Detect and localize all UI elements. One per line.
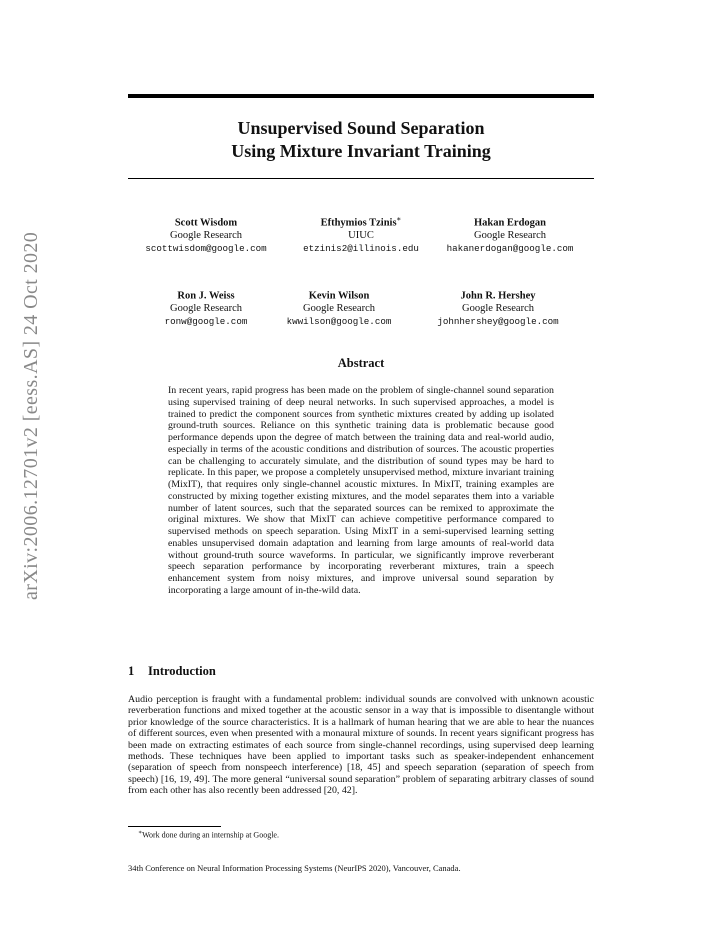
title-bottom-rule bbox=[128, 178, 594, 179]
author-name: Efthymios Tzinis∗ bbox=[320, 215, 402, 229]
title-top-rule bbox=[128, 94, 594, 98]
arxiv-identifier: arXiv:2006.12701v2 [eess.AS] 24 Oct 2020 bbox=[20, 231, 42, 600]
author-name: Kevin Wilson bbox=[308, 290, 370, 302]
author-name: Scott Wisdom bbox=[174, 217, 238, 229]
footnote-mark: ∗ bbox=[138, 830, 143, 836]
author-affiliation: UIUC bbox=[348, 230, 374, 241]
introduction-text: Audio perception is fraught with a fundamental problem: individual sounds are convolved with unknown acoustic reverberation functions and mixed together at the acoustic sensor in a way that is impossible to disentangle without prior knowledge of the source characteristics. It is a hallmark of human hearing that we are able to hear the nuances of different sources, even when presented with a monaural mixture of sounds. In recent years significant progress has been made on extracting estimates of each source from single-channel recordings, using supervised deep learning methods. These techniques have been applied to important tasks such as speaker-independent enhancement (separation of speech from nonspeech interference) [18, 45] and speech separation (separation of speech from speech) [16, 19, 49]. The more general “universal sound separation” problem of separating arbitrary classes of sound from each other has also recently been addressed [20, 42]. bbox=[128, 694, 594, 797]
paper-title bbox=[128, 117, 594, 163]
section-title: Introduction bbox=[148, 664, 216, 678]
abstract-heading: Abstract bbox=[337, 356, 385, 370]
author-email: etzinis2@illinois.edu bbox=[303, 242, 419, 254]
author-email: kwwilson@google.com bbox=[286, 315, 392, 327]
section-number: 1 bbox=[128, 664, 135, 678]
author-affiliation: Google Research bbox=[473, 230, 546, 241]
author-name: Ron J. Weiss bbox=[177, 290, 235, 302]
footnote-rule bbox=[128, 826, 221, 827]
author-affiliation: Google Research bbox=[461, 303, 534, 314]
footnote-text: Work done during an internship at Google. bbox=[142, 830, 279, 840]
author-email: scottwisdom@google.com bbox=[145, 242, 267, 254]
abstract-text: In recent years, rapid progress has been made on the problem of single-channel sound separation using supervised training of deep neural networks. In such supervised approaches, a model is trained to predict the component sources from synthetic mixtures created by adding up isolated ground-truth sources. Reliance on this synthetic training data is problematic because good performance depends upon the degree of match between the training data and real-world audio, especially in terms of the acoustic conditions and distribution of sources. The acoustic properties can be challenging to accurately simulate, and the distribution of sound types may be hard to replicate. In this paper, we propose a completely unsupervised method, mixture invariant training (MixIT), that requires only single-channel acoustic mixtures. In MixIT, training examples are constructed by mixing together existing mixtures, and the model separates them into a variable number of latent sources, such that the separated sources can be remixed to approximate the original mixtures. We show that MixIT can achieve competitive performance compared to supervised methods on speech separation. Using MixIT in a semi-supervised learning setting enables unsupervised domain adaptation and learning from large amounts of real-world data without ground-truth source waveforms. In particular, we significantly improve reverberant speech separation performance by incorporating reverberant mixtures, train a speech enhancement system from noisy mixtures, and improve universal sound separation by incorporating a large amount of in-the-wild data. bbox=[168, 385, 554, 596]
author-affiliation: Google Research bbox=[169, 230, 242, 241]
author-affiliation: Google Research bbox=[169, 303, 242, 314]
author-name: John R. Hershey bbox=[460, 290, 536, 302]
author-email: johnhershey@google.com bbox=[437, 315, 559, 327]
footnote bbox=[138, 829, 279, 840]
author-email: ronw@google.com bbox=[164, 315, 248, 327]
author-name: Hakan Erdogan bbox=[473, 217, 547, 229]
author-email: hakanerdogan@google.com bbox=[446, 242, 574, 254]
title-line-1: Unsupervised Sound Separation bbox=[237, 118, 485, 138]
author-block bbox=[410, 213, 610, 255]
title-line-2: Using Mixture Invariant Training bbox=[231, 141, 491, 161]
author-affiliation: Google Research bbox=[302, 303, 375, 314]
author-block bbox=[398, 286, 598, 328]
venue-notice: 34th Conference on Neural Information Processing Systems (NeurIPS 2020), Vancouver, Canada. bbox=[128, 863, 461, 873]
section-heading bbox=[128, 664, 216, 679]
